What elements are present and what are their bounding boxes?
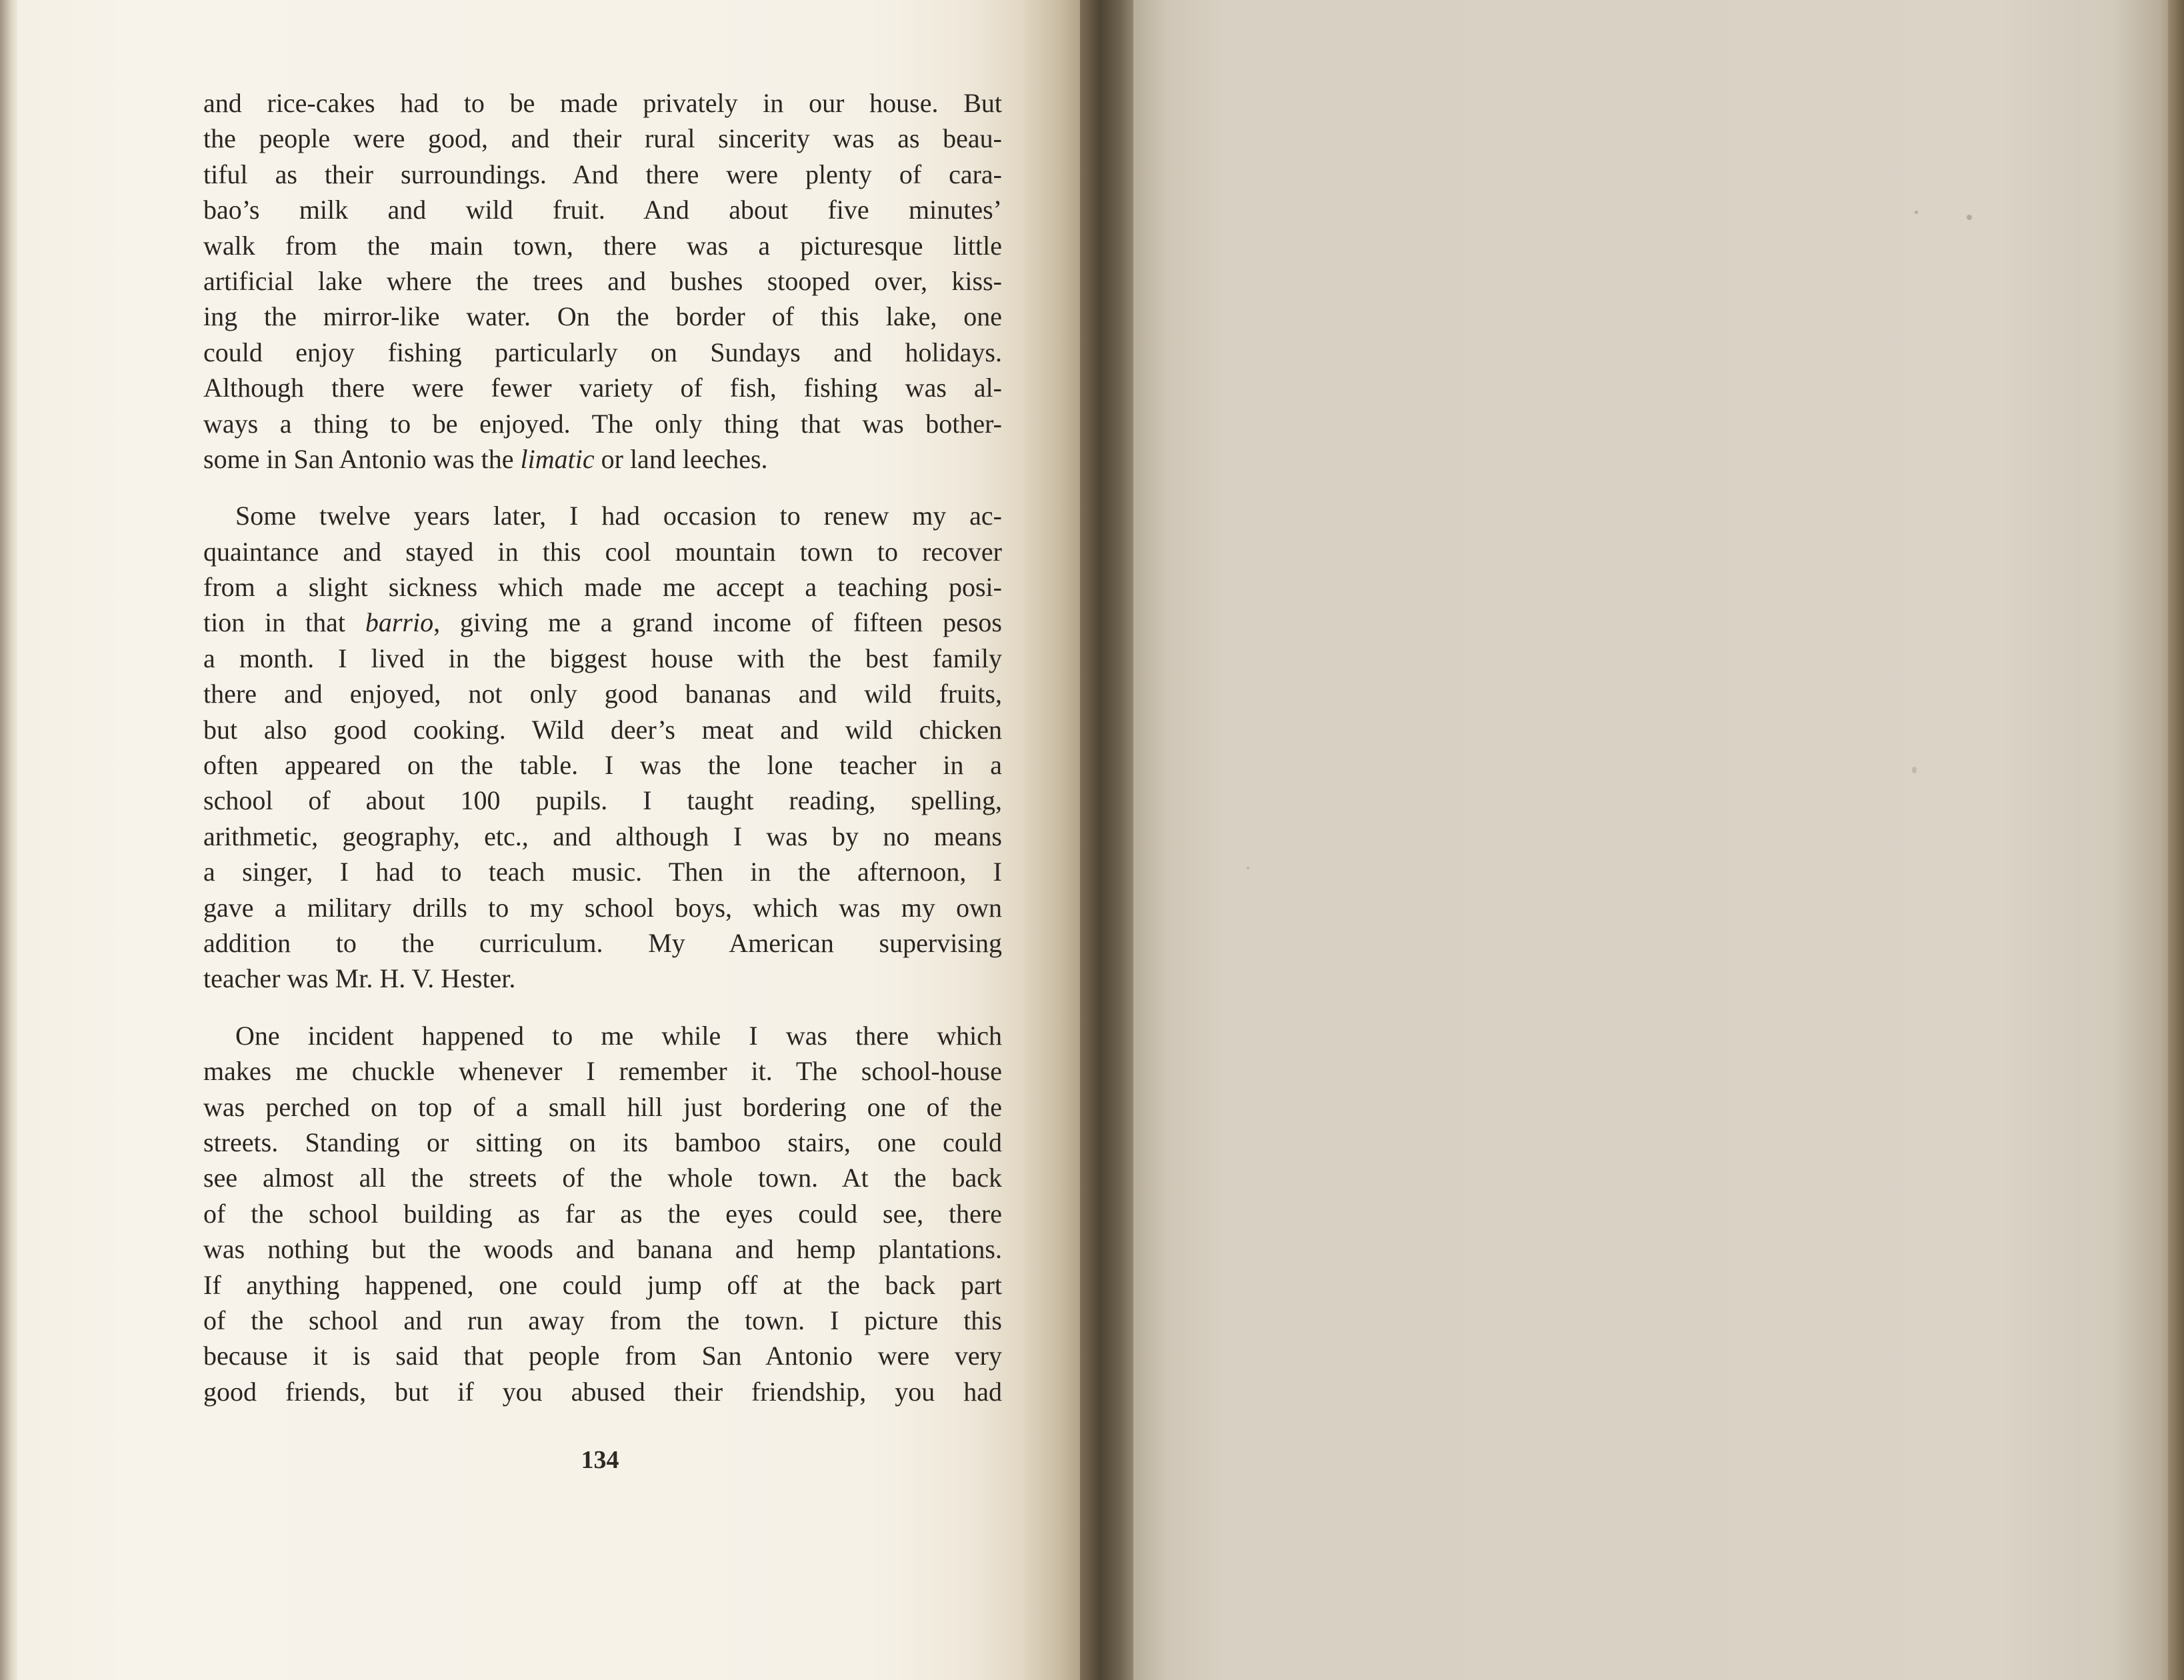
text-line: walk from the main town, there was a picturesque little [203,230,1002,261]
page-body-text [203,85,1002,1431]
text-line: school of about 100 pupils. I taught reading, spelling, [203,785,1002,816]
text-line: from a slight sickness which made me accept a teaching posi- [203,572,1002,603]
text-line: was perched on top of a small hill just bordering one of the [203,1091,1002,1122]
text-line: addition to the curriculum. My American supervising [203,927,1002,958]
text-line: good friends, but if you abused their friendship, you had [203,1376,1002,1407]
text-line: quaintance and stayed in this cool mountain town to recover [203,536,1002,567]
text-line: could enjoy fishing particularly on Sundays and holidays. [203,337,1002,367]
text-line: see almost all the streets of the whole town. At the back [203,1163,1002,1193]
paper-speck [1915,211,1918,214]
text-line: a month. I lived in the biggest house with the best family [203,643,1002,673]
paragraph-1 [203,85,1002,477]
text-line: One incident happened to me while I was there which [235,1020,1002,1051]
text-line: gave a military drills to my school boys, which was my own [203,892,1002,923]
text-line: and rice-cakes had to be made privately in our house. But [203,88,1002,118]
paragraph-3 [203,1018,1002,1409]
text-line: of the school and run away from the town. I picture this [203,1305,1002,1335]
text-line: artificial lake where the trees and bushes stooped over, kiss- [203,265,1002,296]
text-line: some in San Antonio was the limatic or land leeches. [203,443,768,474]
text-line: If anything happened, one could jump off at the back part [203,1269,1002,1300]
text-line: but also good cooking. Wild deer’s meat and wild chicken [203,714,1002,745]
text-line: of the school building as far as the eyes could see, there [203,1198,1002,1229]
text-line: Some twelve years later, I had occasion to renew my ac- [235,501,1002,531]
text-line: arithmetic, geography, etc., and although I was by no means [203,821,1002,851]
text-line: tiful as their surroundings. And there were plenty of cara- [203,159,1002,189]
right-page-blank [1133,0,2184,1680]
paragraph-2 [203,498,1002,996]
text-line: ways a thing to be enjoyed. The only thing that was bother- [203,408,1002,439]
text-line: there and enjoyed, not only good bananas and wild fruits, [203,679,1002,709]
text-line: because it is said that people from San Antonio were very [203,1341,1002,1371]
left-page-edge [0,0,17,1680]
text-line: Although there were fewer variety of fish, fishing was al- [203,373,1002,403]
paper-speck [1912,767,1917,773]
text-line: bao’s milk and wild fruit. And about five minutes’ [203,195,1002,225]
text-line: was nothing but the woods and banana and hemp plantations. [203,1234,1002,1265]
text-line: the people were good, and their rural sincerity was as beau- [203,123,1002,154]
paper-speck [1247,867,1249,869]
text-line: often appeared on the table. I was the lone teacher in a [203,750,1002,781]
text-line: streets. Standing or sitting on its bamboo stairs, one could [203,1127,1002,1157]
text-line: teacher was Mr. H. V. Hester. [203,963,516,994]
page-number: 134 [581,1446,619,1474]
right-page-edge [2168,0,2184,1680]
text-line: tion in that barrio, giving me a grand income of fifteen pesos [203,607,1002,638]
text-line: a singer, I had to teach music. Then in the afternoon, I [203,857,1002,887]
text-line: makes me chuckle whenever I remember it. The school-house [203,1056,1002,1087]
paper-speck [1967,215,1972,220]
text-line: ing the mirror-like water. On the border of this lake, one [203,301,1002,332]
